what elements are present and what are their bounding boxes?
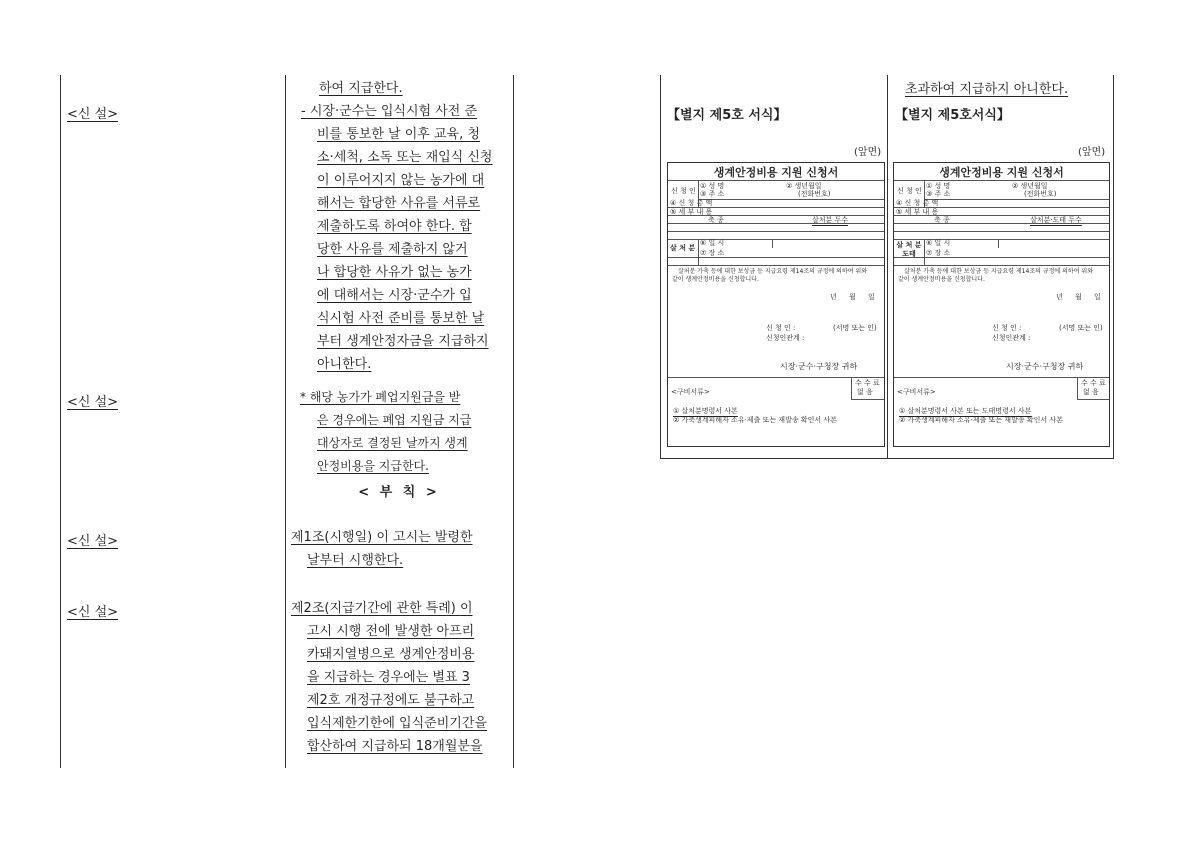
line: 제출하도록 하여야 한다. 합	[317, 219, 472, 234]
line: 제1조(시행일) 이 고시는 발령한	[291, 530, 473, 545]
form-heading: 생계안정비용 지원 신청서	[939, 166, 1064, 179]
date-label: ⑥ 일 시	[700, 239, 725, 247]
doc-2: ② 가축생계피해자 소유·제출 또는 재발송 확인서 사본	[673, 416, 837, 424]
article-2	[291, 597, 507, 758]
fee-label: 수 수 료	[1081, 379, 1106, 387]
right-border	[513, 75, 514, 768]
form-row	[894, 265, 1109, 266]
new-label-3: <신 설>	[67, 534, 119, 549]
form-row	[698, 199, 884, 200]
recipient: 시장·군수·구청장 귀하	[780, 362, 858, 371]
phone-label: (전화번호)	[1024, 190, 1057, 198]
address-label: ③ 주 소	[926, 190, 951, 198]
form-row	[668, 231, 884, 232]
doc-1: ① 살처분명령서 사본 또는 도태명령서 사본	[899, 407, 1032, 415]
form-row	[924, 199, 1109, 200]
detail-label: ⑤ 세 부 내 용	[896, 208, 939, 216]
form-row	[894, 231, 1109, 232]
relation-label: 신청인관계 :	[992, 334, 1031, 342]
right-table-right-border	[1113, 75, 1114, 458]
form-row	[851, 399, 884, 400]
front-label-right: (앞면)	[1078, 147, 1106, 158]
form-body-2: 같이 생계안정비용을 신청합니다.	[672, 276, 759, 283]
location-label: ⑦ 장 소	[700, 249, 725, 257]
recipient: 시장·군수·구청장 귀하	[1006, 362, 1084, 371]
form-row	[894, 180, 1109, 181]
form-col	[924, 240, 925, 265]
detail-label: ⑤ 세 부 내 용	[670, 208, 713, 216]
application-form-left	[667, 162, 885, 447]
form-body-1: 살처분 가축 등에 대한 보상금 등 지급요령 제14조의 규정에 의하여 위와	[904, 268, 1093, 275]
fee-value: 없 음	[857, 388, 873, 396]
front-label-left: (앞면)	[854, 147, 882, 158]
line: 입식제한기한에 입식준비기간을	[307, 716, 487, 731]
form-col	[1077, 377, 1078, 399]
line: 에 대해서는 시장·군수가 입	[317, 288, 472, 303]
line: 하여 지급한다.	[319, 81, 403, 96]
form-body-2: 같이 생계안정비용을 신청합니다.	[898, 276, 985, 283]
provision-block-1	[293, 77, 507, 376]
line: - 시장·군수는 입식시험 사전 준	[301, 104, 478, 119]
name-label: ① 성 명	[700, 182, 725, 190]
line: 제2호 개정규정에도 불구하고	[307, 693, 475, 708]
livestock-label: 축 종	[708, 216, 724, 224]
supplementary-provisions-heading: < 부 칙 >	[358, 485, 440, 500]
applicant-label: 신 청 인	[897, 187, 922, 195]
form-col	[698, 240, 699, 265]
provision-block-2	[300, 386, 507, 478]
cull-label: 살 처 분	[670, 244, 696, 252]
middle-border	[285, 75, 286, 768]
application-form-right	[893, 162, 1110, 447]
birth-label: ② 생년월일	[1012, 182, 1048, 190]
right-top-text: 초과하여 지급하지 아니한다.	[905, 82, 1069, 97]
livestock-label: 축 종	[934, 216, 950, 224]
signer-label: 신 청 인 :	[992, 324, 1022, 332]
line: 을 지급하는 경우에는 별표 3	[307, 670, 470, 685]
docs-heading: <구비서류>	[671, 388, 710, 396]
address-label: ③ 주 소	[700, 190, 725, 198]
line: 합산하여 지급하되 18개월분을	[307, 739, 483, 754]
cull-count-label: 살처분 두수	[812, 216, 849, 224]
line: 아니한다.	[317, 357, 372, 372]
right-table-middle-border	[887, 75, 888, 458]
form-row	[668, 265, 884, 266]
signature-note: (서명 또는 인)	[1059, 324, 1103, 332]
relation-label: 신청인관계 :	[766, 334, 805, 342]
form-title-left: 【별지 제5호 서식】	[667, 108, 787, 123]
right-table-bottom-border	[660, 458, 1114, 459]
form-title-right: 【별지 제5호서식】	[895, 108, 1010, 123]
line: 제2조(지급기간에 관한 특례) 이	[291, 601, 473, 616]
doc-2: ② 가축생계피해자 소유·제출 또는 재발송 확인서 사본	[899, 416, 1063, 424]
form-col	[772, 240, 773, 248]
name-label: ① 성 명	[926, 182, 951, 190]
cull-count-label: 살처분·도태 두수	[1030, 216, 1082, 224]
form-col	[851, 377, 852, 399]
amount-label: ④ 신 청 총 액	[670, 199, 713, 207]
line: 소·세척, 소독 또는 재입식 신청	[317, 150, 493, 165]
new-label-1: <신 설>	[67, 107, 119, 122]
fee-value: 없 음	[1083, 388, 1099, 396]
line: 카돼지열병으로 생계안정비용	[307, 647, 475, 662]
location-label: ⑦ 장 소	[926, 249, 951, 257]
line: 당한 사유를 제출하지 않거	[317, 242, 468, 257]
date-line: 년 월 일	[1056, 293, 1101, 301]
line: 해서는 합당한 사유를 서류로	[317, 196, 481, 211]
line: 고시 시행 전에 발생한 아프리	[307, 624, 475, 639]
form-row	[668, 180, 884, 181]
line: 날부터 시행한다.	[307, 553, 404, 568]
line: 나 합당한 사유가 없는 농가	[317, 265, 472, 280]
birth-label: ② 생년월일	[786, 182, 822, 190]
amount-label: ④ 신 청 총 액	[896, 199, 939, 207]
form-row	[668, 223, 884, 224]
docs-heading: <구비서류>	[897, 388, 936, 396]
line: 대상자로 결정된 날까지 생계	[317, 436, 468, 450]
signer-label: 신 청 인 :	[766, 324, 796, 332]
form-col	[998, 240, 999, 248]
applicant-label: 신 청 인	[671, 187, 696, 195]
new-label-2: <신 설>	[67, 395, 119, 410]
left-border	[60, 75, 61, 768]
form-heading: 생계안정비용 지원 신청서	[713, 166, 839, 179]
date-line: 년 월 일	[830, 293, 875, 301]
form-body-1: 살처분 가축 등에 대한 보상금 등 지급요령 제14조의 규정에 의하여 위와	[678, 268, 867, 275]
line: 안정비용을 지급한다.	[317, 459, 429, 473]
form-row	[1077, 399, 1109, 400]
phone-label: (전화번호)	[798, 190, 831, 198]
line: 부터 생계안정자금을 지급하지	[317, 334, 489, 349]
signature-note: (서명 또는 인)	[833, 324, 877, 332]
right-table-left-border	[660, 75, 661, 458]
article-1	[291, 526, 507, 572]
doc-1: ① 살처분명령서 사본	[673, 407, 738, 415]
line: 비를 통보한 날 이후 교육, 청	[317, 127, 480, 142]
line: 식시험 사전 준비를 통보한 날	[317, 311, 485, 326]
line: 은 경우에는 폐업 지원금 지급	[317, 413, 472, 427]
fee-label: 수 수 료	[855, 379, 880, 387]
new-label-4: <신 설>	[67, 605, 119, 620]
line: * 해당 농가가 폐업지원금을 받	[300, 390, 461, 404]
cull-label: 살 처 분 도태	[896, 241, 922, 258]
date-label: ⑥ 일 시	[926, 239, 951, 247]
line: 이 이루어지지 않는 농가에 대	[317, 173, 485, 188]
